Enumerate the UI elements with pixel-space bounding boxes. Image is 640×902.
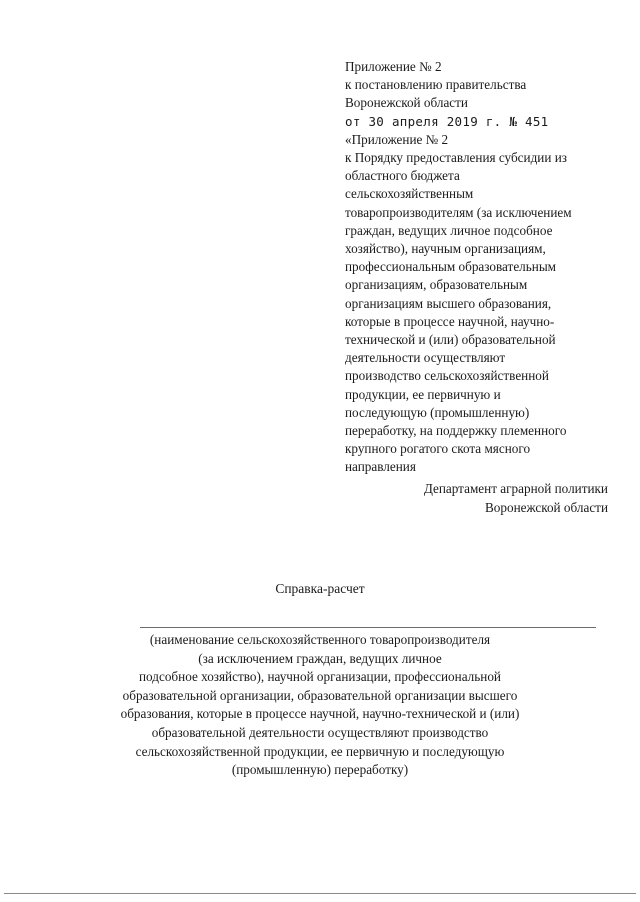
appendix-line: продукции, ее первичную и <box>345 386 501 402</box>
appendix-header <box>345 58 625 477</box>
appendix-line: крупного рогатого скота мясного <box>345 441 531 457</box>
appendix-line: организациям, образовательным <box>345 277 528 293</box>
field-caption <box>70 631 570 780</box>
appendix-line: «Приложение № 2 <box>345 131 449 147</box>
appendix-line: Воронежской области <box>345 95 468 111</box>
caption-line: образовательной деятельности осуществляют производство <box>151 724 489 740</box>
appendix-line: направления <box>345 459 416 475</box>
appendix-line: Приложение № 2 <box>345 59 442 74</box>
appendix-line: сельскохозяйственным <box>345 186 474 202</box>
document-title: Справка-расчет <box>275 581 365 596</box>
page-bottom-rule <box>4 893 636 894</box>
addressee-line: Департамент аграрной политики <box>423 481 608 496</box>
appendix-line: организациям высшего образования, <box>345 295 552 311</box>
appendix-line: которые в процессе научной, научно- <box>345 313 555 329</box>
appendix-line: товаропроизводителям (за исключением <box>345 204 572 220</box>
caption-line: подсобное хозяйство), научной организации, профессиональной <box>139 669 501 685</box>
resolution-date-line: от 30 апреля 2019 г. № 451 <box>345 113 549 129</box>
caption-line: образования, которые в процессе научной, научно-технической и (или) <box>120 706 520 722</box>
appendix-line: к Порядку предоставления субсидии из <box>345 150 567 166</box>
caption-line: образовательной организации, образовательной организации высшего <box>122 687 518 703</box>
caption-line: (наименование сельскохозяйственного товаропроизводителя <box>149 632 491 647</box>
appendix-line: к постановлению правительства <box>345 77 527 93</box>
appendix-line: деятельности осуществляют <box>345 350 506 366</box>
appendix-line: областного бюджета <box>345 168 460 184</box>
appendix-line: переработку, на поддержку племенного <box>345 423 567 439</box>
addressee-block <box>308 480 608 517</box>
appendix-line: технической и (или) образовательной <box>345 332 556 348</box>
addressee-line: Воронежской области <box>485 499 608 515</box>
appendix-line: профессиональным образовательным <box>345 259 557 275</box>
appendix-line: последующую (промышленную) <box>345 404 530 420</box>
caption-line: (за исключением граждан, ведущих личное <box>198 650 442 666</box>
appendix-line: хозяйство), научным организациям, <box>345 241 546 257</box>
caption-line: (промышленную) переработку) <box>231 762 409 778</box>
appendix-line: производство сельскохозяйственной <box>345 368 549 384</box>
caption-line: сельскохозяйственной продукции, ее первичную и последующую <box>135 743 505 759</box>
appendix-line: граждан, ведущих личное подсобное <box>345 222 553 238</box>
fill-in-underline <box>140 627 596 628</box>
